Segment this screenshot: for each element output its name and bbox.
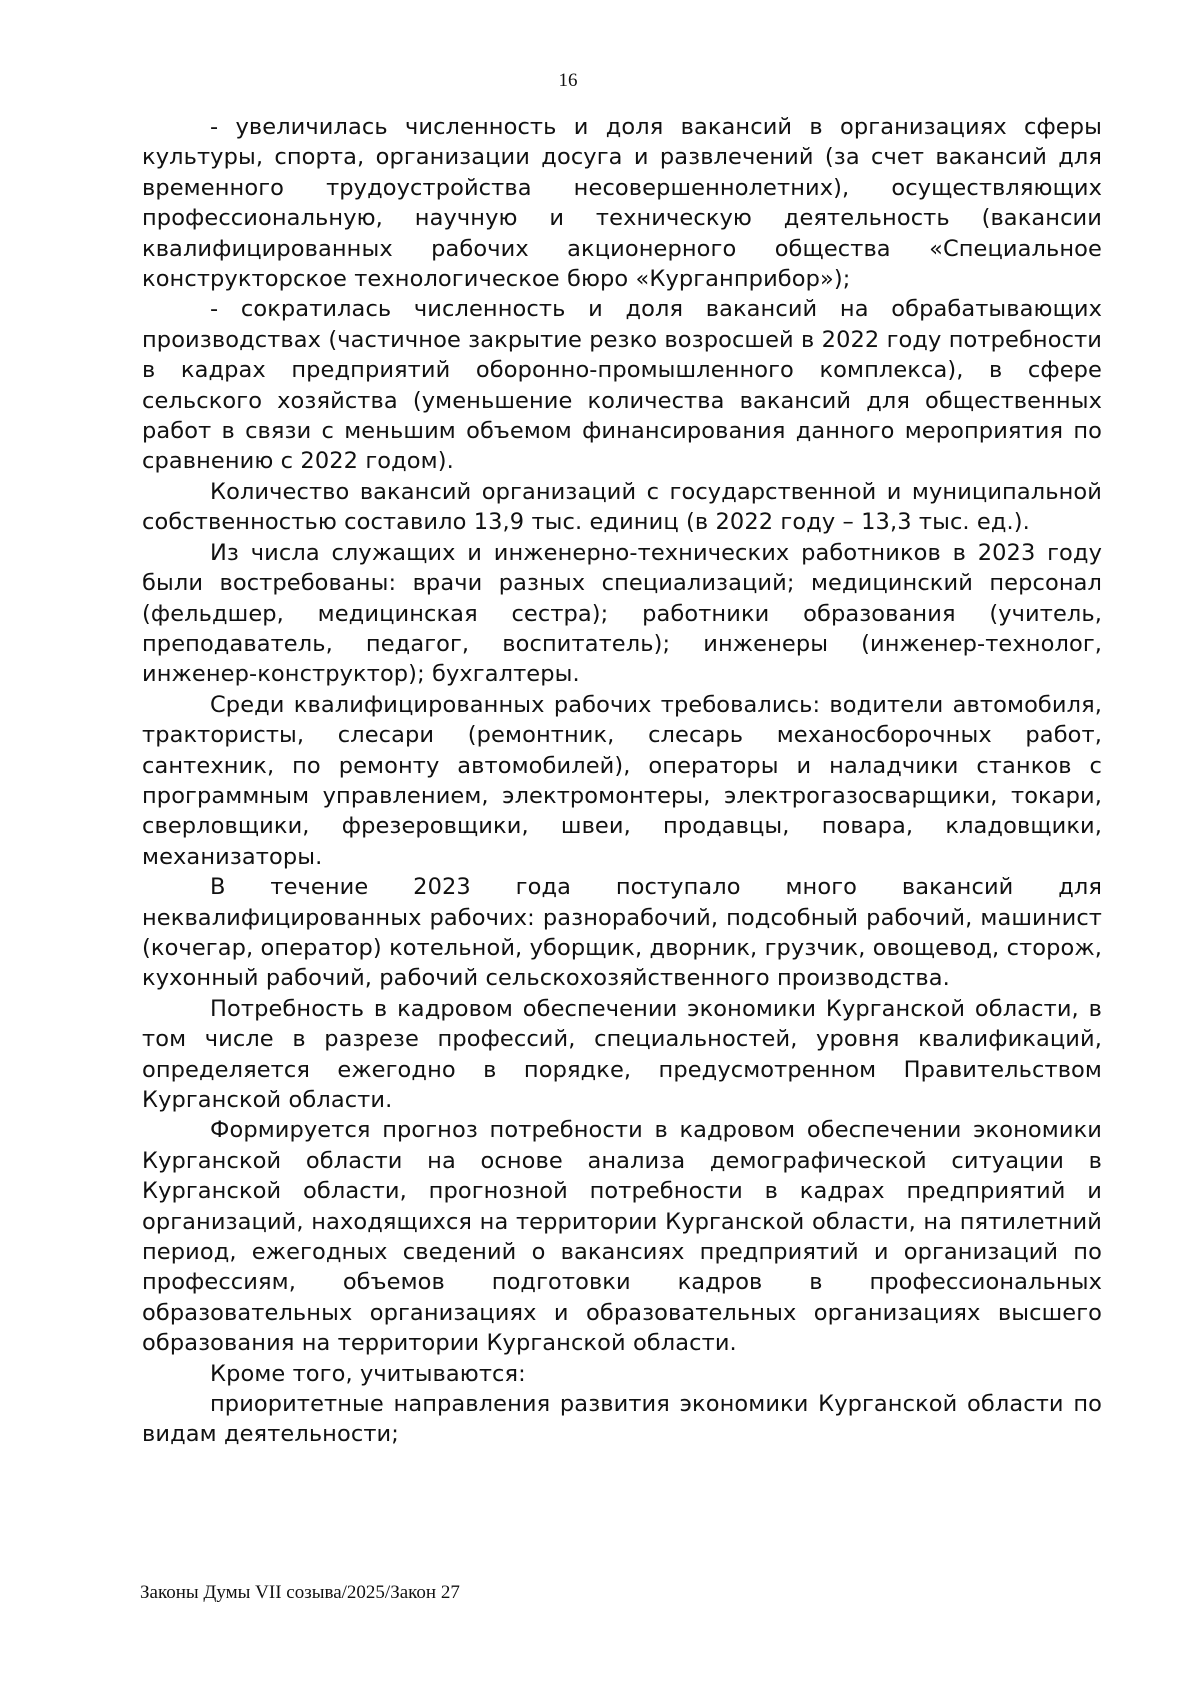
paragraph-vacancy-increase: - увеличилась численность и доля вакансий в организациях сферы культуры, спорта, организации досуга и развлечений (за счет вакансий для временного трудоустройства несовершеннолетних), осуществляющих профессиональную, научную и техническую деятельность (вакансии квалифицированных рабочих акционерного общества «Специальное конструкторское технологическое бюро «Курганприбор»); bbox=[142, 114, 1102, 293]
document-body bbox=[142, 112, 1102, 1450]
paragraph-vacancy-decrease: - сократилась численность и доля вакансий на обрабатывающих производствах (частичное закрытие резко возросшей в 2022 году потребности в кадрах предприятий оборонно-промышленного комплекса), в сфере сельского хозяйства (уменьшение количества вакансий для общественных работ в связи с меньшим объемом финансирования данного мероприятия по сравнению с 2022 годом). bbox=[142, 296, 1102, 475]
page-number: 16 bbox=[558, 70, 578, 91]
paragraph-skilled-workers: Среди квалифицированных рабочих требовались: водители автомобиля, трактористы, слесари (ремонтник, слесарь механосборочных работ, сантехник, по ремонту автомобилей), операторы и наладчики станков с программным управлением, электромонтеры, электрогазосварщики, токари, сверловщики, фрезеровщики, швеи, продавцы, повара, кладовщики, механизаторы. bbox=[142, 691, 1102, 870]
document-footer: Законы Думы VII созыва/2025/Закон 27 bbox=[140, 1582, 460, 1603]
paragraph-employees-demand: Из числа служащих и инженерно-технических работников в 2023 году были востребованы: врачи разных специализаций; медицинский персонал (фельдшер, медицинская сестра); работники образования (учитель, преподаватель, педагог, воспитатель); инженеры (инженер-технолог, инженер-конструктор); бухгалтеры. bbox=[142, 539, 1102, 688]
paragraph-priority-directions: приоритетные направления развития экономики Курганской области по видам деятельности; bbox=[142, 1391, 1102, 1448]
paragraph-also-considered: Кроме того, учитываются: bbox=[210, 1360, 526, 1387]
paragraph-staffing-needs: Потребность в кадровом обеспечении экономики Курганской области, в том числе в разрезе профессий, специальностей, уровня квалификаций, определяется ежегодно в порядке, предусмотренном Правительством Курганской области. bbox=[142, 995, 1102, 1113]
paragraph-forecast: Формируется прогноз потребности в кадровом обеспечении экономики Курганской области на основе анализа демографической ситуации в Курганской области, прогнозной потребности в кадрах предприятий и организаций, находящихся на территории Курганской области, на пятилетний период, ежегодных сведений о вакансиях предприятий и организаций по профессиям, объемов подготовки кадров в профессиональных образовательных организациях и образовательных организациях высшего образования на территории Курганской области. bbox=[142, 1117, 1102, 1357]
paragraph-state-vacancies: Количество вакансий организаций с государственной и муниципальной собственностью составило 13,9 тыс. единиц (в 2022 году – 13,3 тыс. ед.). bbox=[142, 478, 1102, 536]
paragraph-unskilled-workers: В течение 2023 года поступало много вакансий для неквалифицированных рабочих: разнорабочий, подсобный рабочий, машинист (кочегар, оператор) котельной, уборщик, дворник, грузчик, овощевод, сторож, кухонный рабочий, рабочий сельскохозяйственного производства. bbox=[142, 874, 1102, 992]
